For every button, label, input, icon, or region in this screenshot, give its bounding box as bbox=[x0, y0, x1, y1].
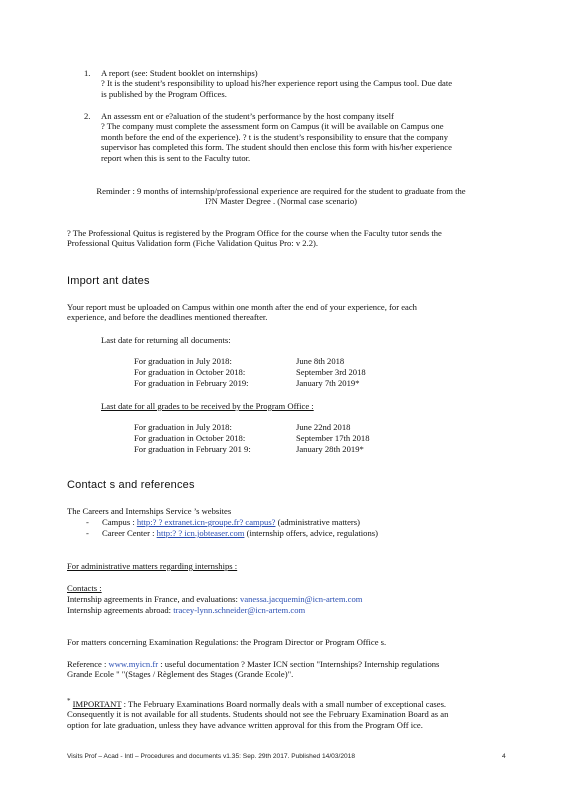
exam-regulations-line: For matters concerning Examination Regulations: the Program Director or Program Office s. bbox=[67, 637, 387, 647]
contact-row-france: Internship agreements in France, and evaluations: vanessa.jacquemin@icn-artem.com bbox=[67, 594, 363, 604]
abroad-email-link[interactable]: tracey-lynn.schneider@icn-artem.com bbox=[173, 605, 306, 615]
documents-deadline-title: Last date for returning all documents: bbox=[101, 335, 231, 345]
footnote-star: * bbox=[67, 697, 71, 705]
important-note: * IMPORTANT : The February Examinations Board normally deals with a small number of exceptional cases. Consequently it is not available for all students. Students should not see the February Examination Board as an option for late graduation, unless they have advance written approval for this from the Program Off ice. bbox=[67, 697, 449, 730]
section-heading-contacts: Contact s and references bbox=[67, 479, 195, 491]
reminder-text: Reminder : 9 months of internship/professional experience are required for the student to graduate from the bbox=[96, 186, 466, 196]
contacts-label: Contacts : bbox=[67, 583, 102, 593]
list-number: 1. bbox=[84, 68, 91, 78]
important-label: IMPORTANT bbox=[72, 698, 122, 709]
reminder-block bbox=[67, 186, 495, 207]
france-email-link[interactable]: vanessa.jacquemin@icn-artem.com bbox=[240, 594, 363, 604]
websites-title: The Careers and Internships Service ’s websites bbox=[67, 506, 232, 516]
list-item-title: A report (see: Student booklet on internships) bbox=[101, 68, 258, 78]
page-footer: Visits Prof – Acad - Intl – Procedures and documents v1.35: Sep. 29th 2017. Published 14/03/2018 bbox=[67, 753, 355, 760]
list-item-text: supervisor has completed this form. The student should then enclose this form with his/her experience bbox=[101, 142, 452, 153]
myicn-link[interactable]: www.myicn.fr bbox=[108, 659, 159, 669]
grades-deadline-title: Last date for all grades to be received by the Program Office : bbox=[101, 401, 314, 411]
list-item-text: month before the end of the experience). ? t is the student’s responsibility to ensure that the company bbox=[101, 131, 448, 142]
list-number: 2. bbox=[84, 111, 91, 121]
contact-row-abroad: Internship agreements abroad: tracey-lynn.schneider@icn-artem.com bbox=[67, 605, 306, 615]
list-item-text: report when this is sent to the Faculty tutor. bbox=[101, 152, 251, 163]
page-number: 4 bbox=[502, 753, 506, 760]
list-item-title: An assessm ent or e?aluation of the student’s performance by the host company itself bbox=[101, 111, 394, 121]
list-item: - Career Center : http:? ? icn.jobteaser.com (internship offers, advice, regulations) bbox=[86, 528, 378, 538]
section-heading-dates: Import ant dates bbox=[67, 275, 150, 287]
dates-intro: Your report must be uploaded on Campus within one month after the end of your experience, for each experience, and before the deadlines mentioned thereafter. bbox=[67, 302, 417, 323]
career-center-link[interactable]: http:? ? icn.jobteaser.com bbox=[156, 528, 245, 538]
list-item-text: is published by the Program Offices. bbox=[101, 88, 227, 99]
admin-matters-title: For administrative matters regarding internships : bbox=[67, 561, 238, 571]
campus-link[interactable]: http:? ? extranet.icn-groupe.fr? campus? bbox=[136, 517, 276, 527]
reminder-text: I?N Master Degree . (Normal case scenario) bbox=[205, 196, 357, 207]
list-item-text: ? The company must complete the assessment form on Campus (it will be available on Campus one bbox=[101, 121, 444, 132]
quitus-paragraph: ? The Professional Quitus is registered by the Program Office for the course when the Faculty tutor sends the Professional Quitus Validation form (Fiche Validation Quitus Pro: v 2.2). bbox=[67, 228, 442, 249]
reference-paragraph: Reference : www.myicn.fr : useful documentation ? Master ICN section "Internships? Internship regulations Grande Ecole " "(Stages / Règlement des Stages (Grande Ecole)". bbox=[67, 659, 440, 680]
list-item: - Campus : http:? ? extranet.icn-groupe.fr? campus? (administrative matters) bbox=[86, 517, 360, 527]
list-item-text: ? It is the student’s responsibility to upload his?her experience report using the Campus tool. Due date bbox=[101, 78, 453, 89]
